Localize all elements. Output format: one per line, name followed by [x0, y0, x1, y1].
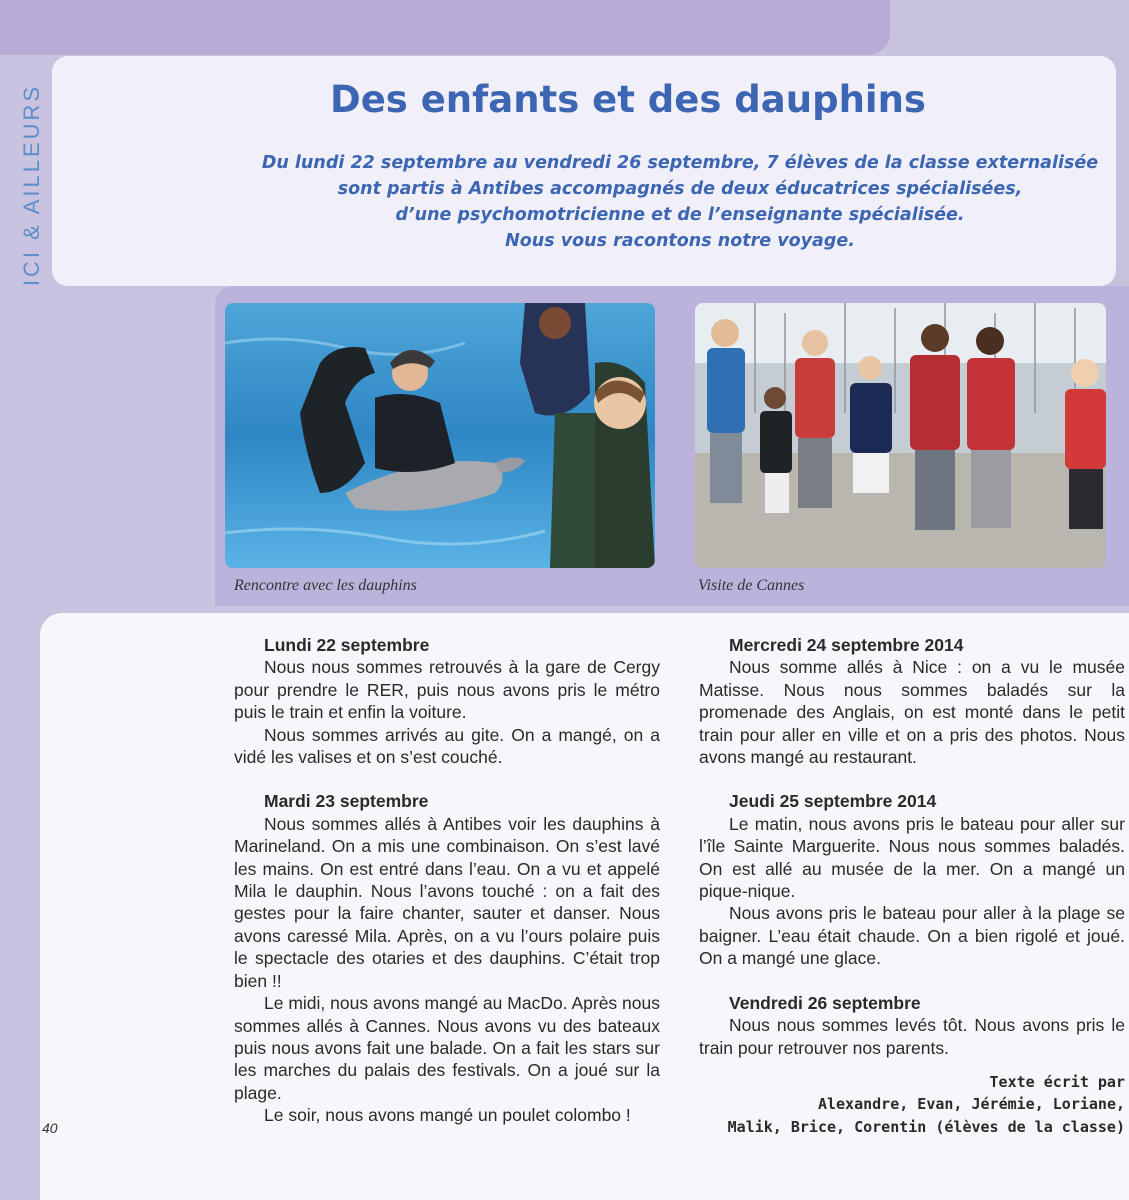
caption-dolphins: Rencontre avec les dauphins — [234, 577, 417, 594]
day-heading: Lundi 22 septembre — [264, 635, 430, 655]
day-paragraph: Nous somme allés à Nice : on a vu le musée Matisse. Nous nous sommes baladés sur la promenade des Anglais, on est monté dans le petit train pour aller en ville et on a pris des photos. Nous avons mangé au restaurant. — [699, 657, 1125, 768]
credits — [728, 1071, 1125, 1138]
day-heading: Vendredi 26 septembre — [729, 992, 921, 1013]
day-heading: Mardi 23 septembre — [264, 791, 429, 812]
right-column — [699, 634, 1125, 1059]
left-column — [234, 634, 660, 1127]
day-paragraph: Nous avons pris le bateau pour aller à la plage se baigner. L’eau était chaude. On a bien rigolé et joué. On a mangé une glace. — [699, 903, 1125, 969]
intro-line: Nous vous racontons notre voyage. — [505, 231, 855, 251]
intro-block — [260, 150, 1100, 254]
title-block — [330, 78, 1030, 121]
dolphin-photo — [225, 303, 655, 568]
credits-line: Malik, Brice, Corentin (élèves de la classe) — [727, 1117, 1125, 1136]
day-paragraph: Le midi, nous avons mangé au MacDo. Après nous sommes allés à Cannes. Nous avons vu des bateaux puis nous avons fait une balade. On a fait les stars sur les marches du palais des festivals. On a joué sur la plage. — [234, 993, 660, 1103]
top-band — [0, 0, 890, 55]
intro-line: sont partis à Antibes accompagnés de deux éducatrices spécialisées, — [337, 179, 1023, 199]
credits-line: Alexandre, Evan, Jérémie, Loriane, — [817, 1095, 1125, 1114]
intro-line: Du lundi 22 septembre au vendredi 26 septembre, 7 élèves de la classe externalisée — [261, 153, 1099, 173]
spacer — [699, 768, 1125, 790]
day-paragraph: Nous nous sommes retrouvés à la gare de Cergy pour prendre le RER, puis nous avons pris le métro puis le train et enfin la voiture. — [234, 657, 660, 723]
day-paragraph: Le matin, nous avons pris le bateau pour aller sur l’île Sainte Marguerite. Nous nous sommes baladés. On est allé au musée de la mer. On a mangé un pique-nique. — [699, 813, 1125, 902]
article-title: Des enfants et des dauphins — [330, 78, 926, 121]
credits-line: Texte écrit par — [989, 1073, 1125, 1091]
spacer — [234, 768, 660, 790]
day-heading: Mercredi 24 septembre 2014 — [729, 635, 964, 655]
spacer — [699, 970, 1125, 992]
day-heading: Jeudi 25 septembre 2014 — [729, 791, 937, 812]
day-paragraph: Nous sommes arrivés au gite. On a mangé, on a vidé les valises et on s’est couché. — [234, 724, 660, 768]
day-paragraph: Nous nous sommes levés tôt. Nous avons pris le train pour retrouver nos parents. — [699, 1015, 1125, 1058]
day-paragraph: Le soir, nous avons mangé un poulet colombo ! — [264, 1105, 631, 1126]
caption-cannes: Visite de Cannes — [698, 577, 805, 594]
section-tab — [12, 55, 52, 315]
cannes-photo — [695, 303, 1106, 568]
day-paragraph: Nous sommes allés à Antibes voir les dauphins à Marineland. On a mis une combinaison. On s’est lavé les mains. On est entré dans l’eau. On a vu et appelé Mila le dauphin. Nous l’avons touché : on a fait des gestes pour la faire chanter, sauter et danser. Nous avons caressé Mila. Après, on a vu l’ours polaire puis le spectacle des otaries et des dauphins. C’était trop bien !! — [234, 813, 660, 991]
section-label: ICI & AILLEURS — [19, 83, 44, 287]
page-number: 40 — [42, 1120, 58, 1136]
intro-line: d’une psychomotricienne et de l’enseignante spécialisée. — [395, 205, 965, 225]
